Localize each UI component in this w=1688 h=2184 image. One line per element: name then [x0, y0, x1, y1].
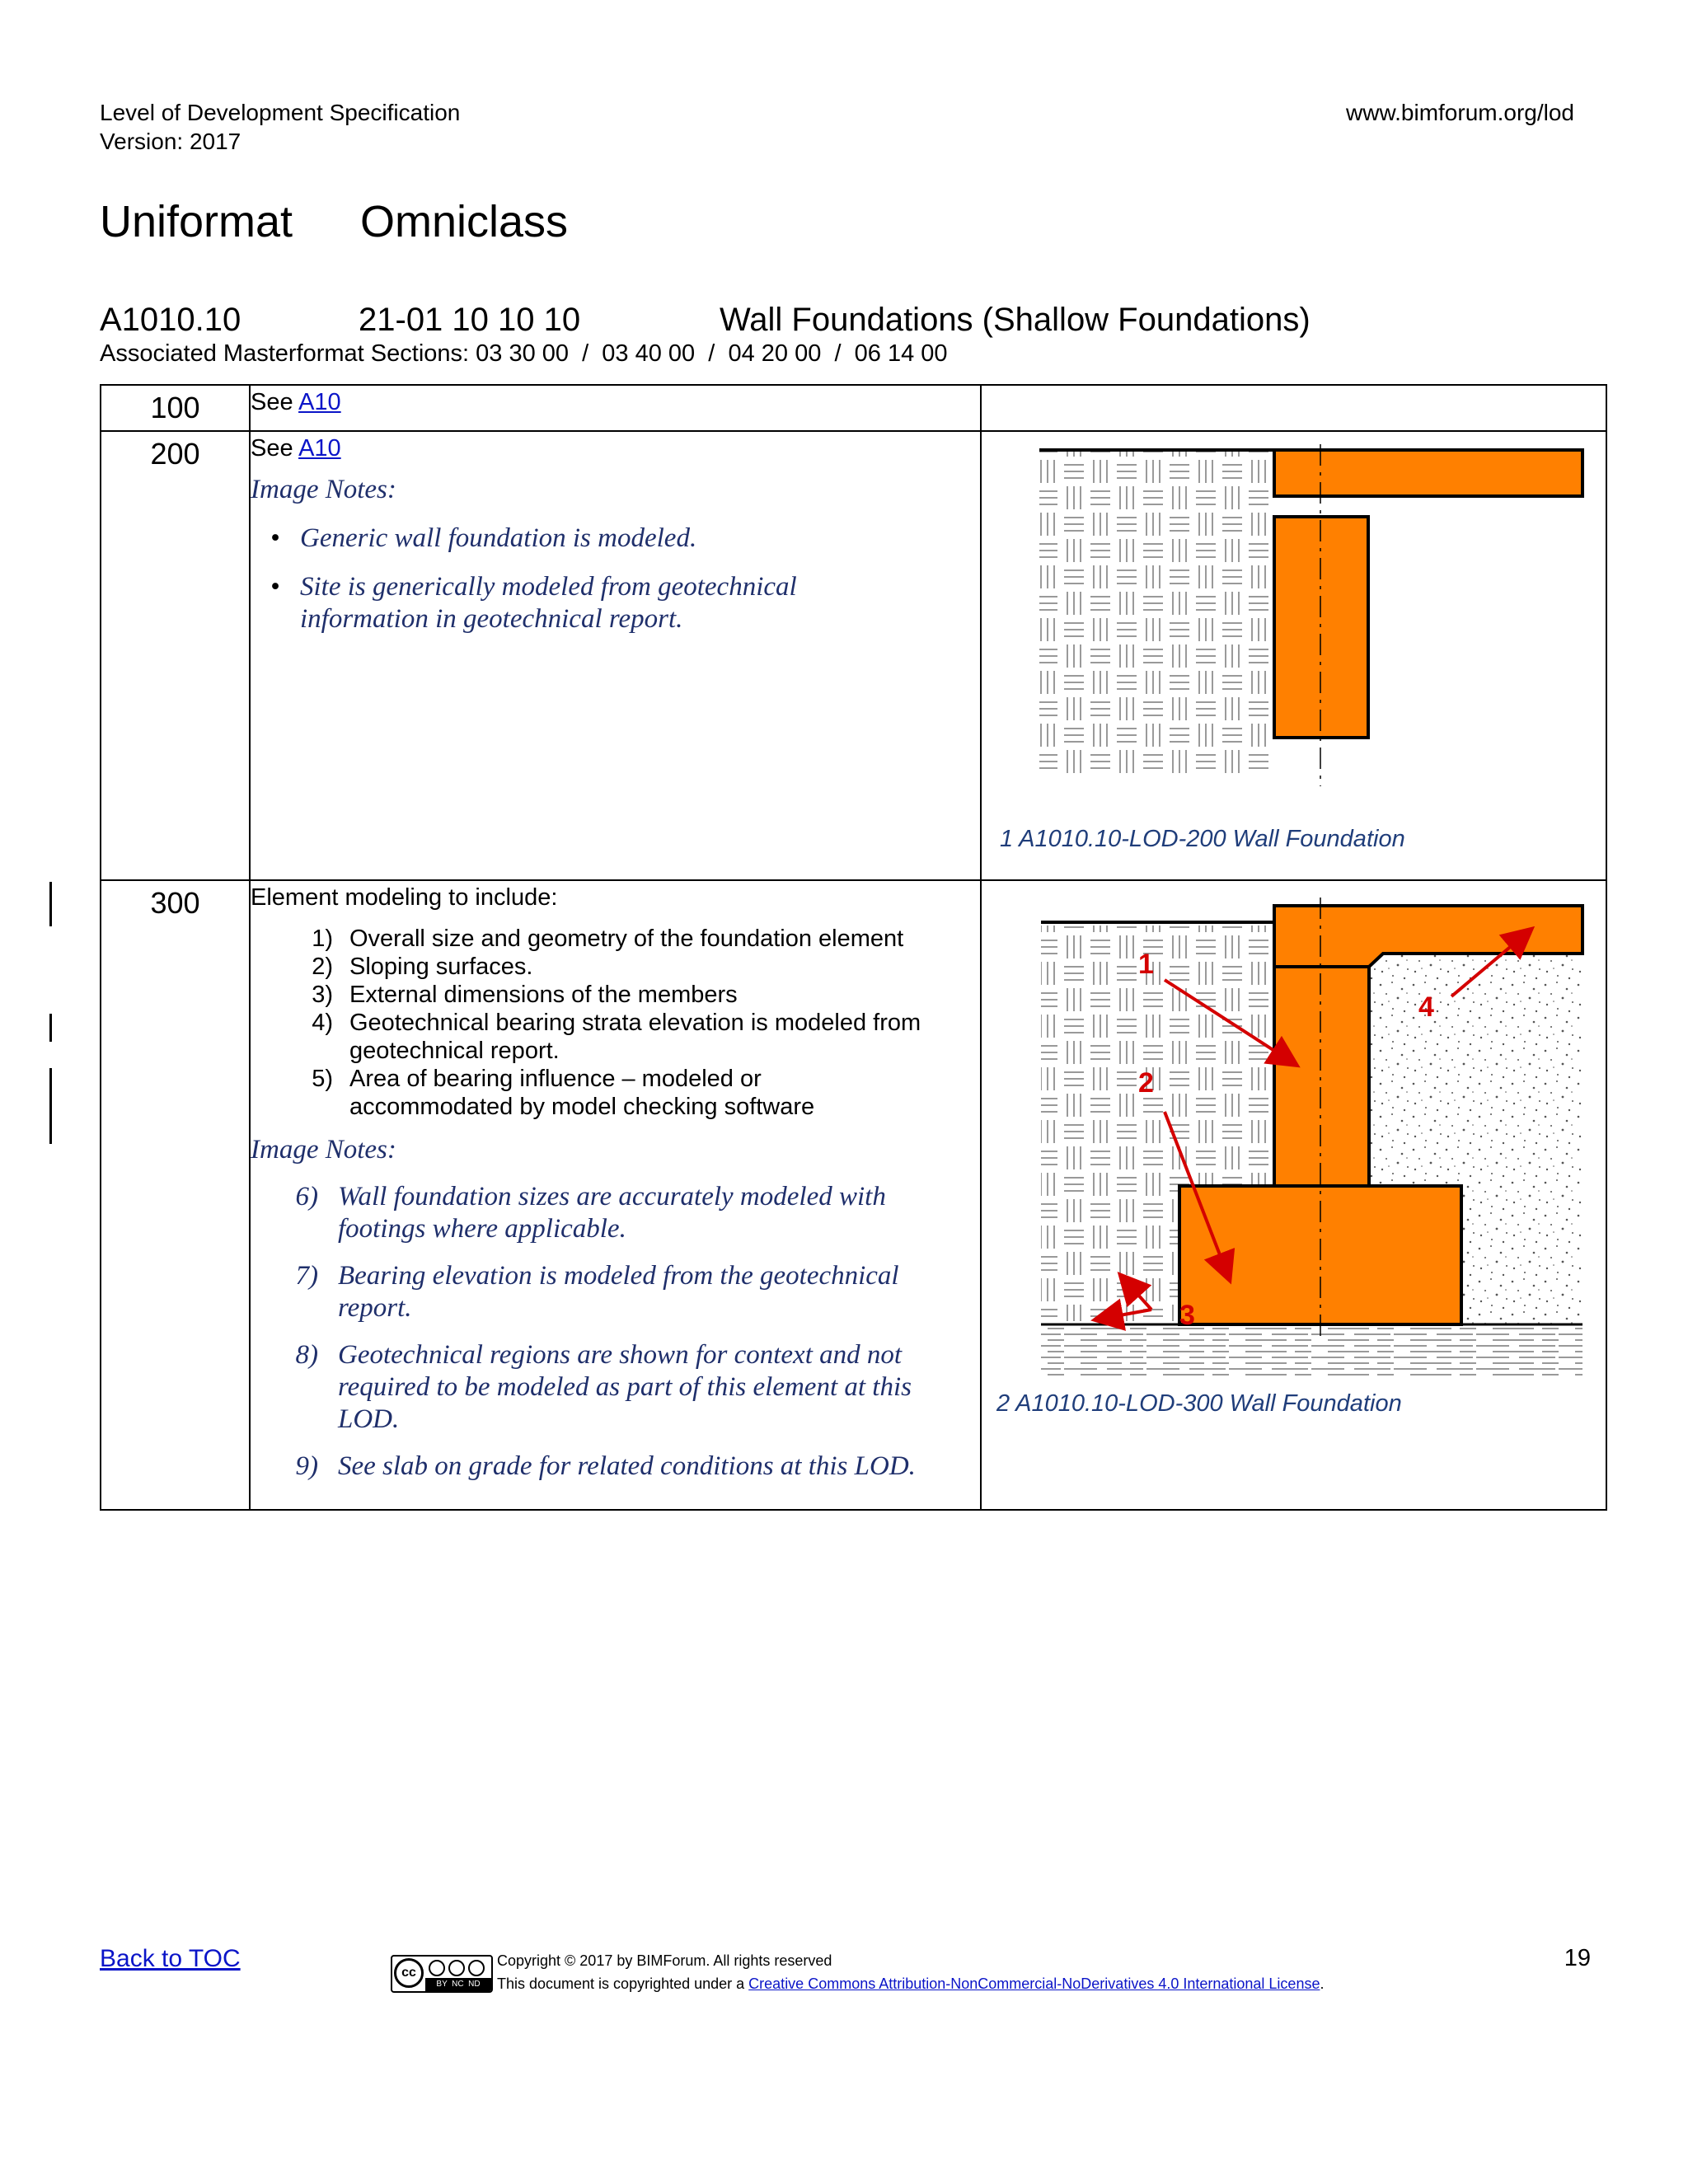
- item-number: 2): [312, 954, 333, 980]
- uniformat-code: A1010.10: [100, 302, 241, 338]
- table-row: [101, 880, 1606, 1510]
- item-text: Sloping surfaces.: [349, 954, 533, 980]
- list-item: [251, 925, 980, 953]
- lod-description: [250, 431, 981, 880]
- cc-icon: cc: [394, 1958, 424, 1988]
- callout-1: 1: [1138, 949, 1154, 980]
- list-item: [251, 571, 980, 635]
- a10-link[interactable]: A10: [298, 435, 341, 462]
- copyright-text: Copyright © 2017 by BIMForum. All rights reserved: [497, 1952, 832, 1969]
- nd-icon: [468, 1960, 485, 1976]
- cc-license-badge[interactable]: [391, 1955, 493, 1993]
- item-text: Area of bearing influence – modeled or accommodated by model checking software: [349, 1066, 815, 1120]
- list-item: [251, 523, 980, 555]
- revision-bar: [49, 1068, 52, 1144]
- note-text: Generic wall foundation is modeled.: [300, 523, 697, 553]
- lod-200-diagram: [982, 432, 1607, 881]
- uniformat-heading: Uniformat: [100, 197, 293, 246]
- cc-badge-labels: BY NC ND: [425, 1978, 491, 1991]
- license-line: [497, 1973, 1324, 1995]
- lod-table: [100, 384, 1607, 1511]
- item-number: 3): [312, 982, 333, 1008]
- figure-caption: 2 A1010.10-LOD-300 Wall Foundation: [996, 1390, 1402, 1417]
- item-text: Overall size and geometry of the foundation element: [349, 926, 904, 952]
- by-icon: [429, 1960, 445, 1976]
- license-suffix: .: [1320, 1975, 1325, 1992]
- document-version: Version: 2017: [100, 129, 241, 154]
- lod-image-cell: [981, 880, 1606, 1510]
- callout-4: 4: [1418, 991, 1434, 1023]
- note-number: 7): [295, 1261, 318, 1291]
- nc-icon: [448, 1960, 465, 1976]
- callout-3: 3: [1179, 1300, 1195, 1331]
- figure-caption: 1 A1010.10-LOD-200 Wall Foundation: [1000, 826, 1405, 852]
- see-prefix: See: [251, 389, 299, 415]
- omniclass-heading: Omniclass: [360, 197, 569, 246]
- list-item: [237, 1451, 980, 1483]
- note-number: 6): [295, 1182, 318, 1212]
- page-number: 19: [1564, 1945, 1591, 1971]
- lod-image-cell: [981, 431, 1606, 880]
- note-text: Wall foundation sizes are accurately modeled with footings where applicable.: [338, 1182, 886, 1244]
- lod-level: 300: [101, 880, 250, 1510]
- license-link[interactable]: Creative Commons Attribution-NonCommercial-NoDerivatives 4.0 International License: [748, 1975, 1320, 1992]
- list-item: [251, 1009, 980, 1065]
- lod-level: 100: [101, 385, 250, 431]
- item-number: 5): [312, 1066, 333, 1092]
- revision-bar: [49, 1014, 52, 1042]
- item-text: Geotechnical bearing strata elevation is modeled from geotechnical report.: [349, 1010, 921, 1064]
- license-prefix: This document is copyrighted under a: [497, 1975, 749, 1992]
- item-number: 4): [312, 1010, 333, 1036]
- lod-level: 200: [101, 431, 250, 880]
- image-notes-title: Image Notes:: [251, 475, 396, 504]
- table-row: [101, 431, 1606, 880]
- table-row: [101, 385, 1606, 431]
- lod-image-cell: [981, 385, 1606, 431]
- callout-2: 2: [1138, 1067, 1154, 1099]
- element-name: Wall Foundations (Shallow Foundations): [720, 302, 1311, 338]
- list-item: [251, 981, 980, 1009]
- modeling-intro: Element modeling to include:: [251, 884, 558, 911]
- omniclass-code: 21-01 10 10 10: [359, 302, 581, 338]
- lod-description: [250, 880, 981, 1510]
- back-to-toc-link[interactable]: Back to TOC: [100, 1945, 241, 1972]
- image-notes-title: Image Notes:: [251, 1135, 396, 1165]
- bullet-icon: •: [270, 572, 280, 602]
- website-url[interactable]: www.bimforum.org/lod: [1346, 100, 1574, 125]
- note-text: Geotechnical regions are shown for context and not required to be modeled as part of this element at this LOD.: [338, 1340, 912, 1434]
- item-text: External dimensions of the members: [349, 982, 738, 1008]
- note-text: Site is generically modeled from geotechnical information in geotechnical report.: [300, 572, 797, 634]
- see-prefix: See: [251, 435, 299, 462]
- list-item: [251, 953, 980, 981]
- bullet-icon: •: [270, 523, 280, 553]
- note-number: 9): [295, 1451, 318, 1481]
- item-number: 1): [312, 926, 333, 952]
- document-title: Level of Development Specification: [100, 100, 461, 125]
- note-text: Bearing elevation is modeled from the geotechnical report.: [338, 1261, 899, 1323]
- list-item: [237, 1339, 980, 1436]
- list-item: [237, 1181, 980, 1245]
- note-text: See slab on grade for related conditions at this LOD.: [338, 1451, 916, 1481]
- masterformat-sections: Associated Masterformat Sections: 03 30 00 / 03 40 00 / 04 20 00 / 06 14 00: [100, 340, 948, 367]
- a10-link[interactable]: A10: [298, 389, 341, 415]
- revision-bar: [49, 882, 52, 926]
- list-item: [251, 1065, 980, 1121]
- list-item: [237, 1260, 980, 1324]
- lod-description: [250, 385, 981, 431]
- note-number: 8): [295, 1340, 318, 1370]
